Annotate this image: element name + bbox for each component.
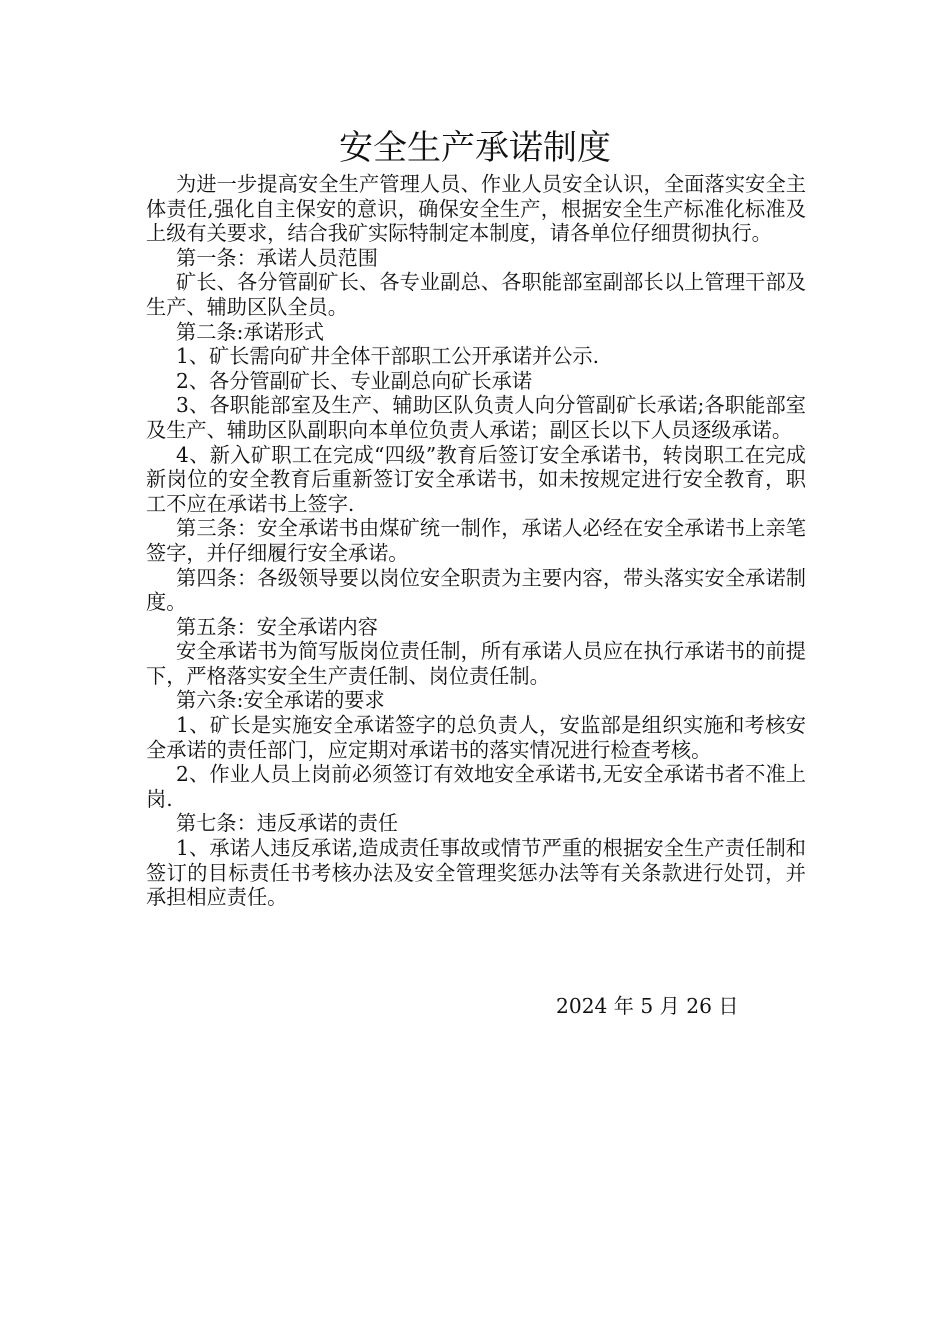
paragraph-article-6-item-1: 1、矿长是实施安全承诺签字的总负责人，安监部是组织实施和考核安全承诺的责任部门，应定期对承诺书的落实情况进行检查考核。 [146,713,806,762]
paragraph-article-2-item-4: 4、新入矿职工在完成“四级”教育后签订安全承诺书，转岗职工在完成新岗位的安全教育后重新签订安全承诺书，如未按规定进行安全教育，职工不应在承诺书上签字. [146,442,806,516]
document-date: 2024 年 5 月 26 日 [556,994,739,1018]
paragraph-article-2-heading: 第二条:承诺形式 [176,319,325,344]
paragraph-article-7-item-1: 1、承诺人违反承诺,造成责任事故或情节严重的根据安全生产责任制和签订的目标责任书考核办法及安全管理奖惩办法等有关条款进行处罚，并承担相应责任。 [146,836,806,910]
paragraph-article-3: 第三条：安全承诺书由煤矿统一制作，承诺人必经在安全承诺书上亲笔签字，并仔细履行安全承诺。 [146,516,806,565]
paragraph-article-1-content: 矿长、各分管副矿长、各专业副总、各职能部室副部长以上管理干部及生产、辅助区队全员。 [146,270,806,319]
paragraph-article-2-item-1: 1、矿长需向矿井全体干部职工公开承诺并公示. [176,344,600,369]
paragraph-article-2-item-2: 2、各分管副矿长、专业副总向矿长承诺 [176,368,533,393]
paragraph-article-4: 第四条：各级领导要以岗位安全职责为主要内容，带头落实安全承诺制度。 [146,565,806,615]
document-title: 安全生产承诺制度 [339,128,611,168]
paragraph-article-5-content: 安全承诺书为简写版岗位责任制，所有承诺人员应在执行承诺书的前提下，严格落实安全生产责任制、岗位责任制。 [146,639,806,688]
paragraph-article-2-item-3: 3、各职能部室及生产、辅助区队负责人向分管副矿长承诺;各职能部室及生产、辅助区队副职向本单位负责人承诺；副区长以下人员逐级承诺。 [146,393,806,442]
paragraph-article-6-item-2: 2、作业人员上岗前必须签订有效地安全承诺书,无安全承诺书者不准上岗. [146,762,806,811]
paragraph-article-5-heading: 第五条：安全承诺内容 [176,614,378,639]
paragraph-article-7-heading: 第七条：违反承诺的责任 [176,811,399,836]
paragraph-article-1-heading: 第一条：承诺人员范围 [176,245,378,270]
paragraph-article-6-heading: 第六条:安全承诺的要求 [176,688,385,713]
document-body [146,172,806,910]
paragraph-intro: 为进一步提高安全生产管理人员、作业人员安全认识，全面落实安全主体责任,强化自主保安的意识，确保安全生产，根据安全生产标准化标准及上级有关要求，结合我矿实际特制定本制度，请各单位仔细贯彻执行。 [146,172,806,246]
